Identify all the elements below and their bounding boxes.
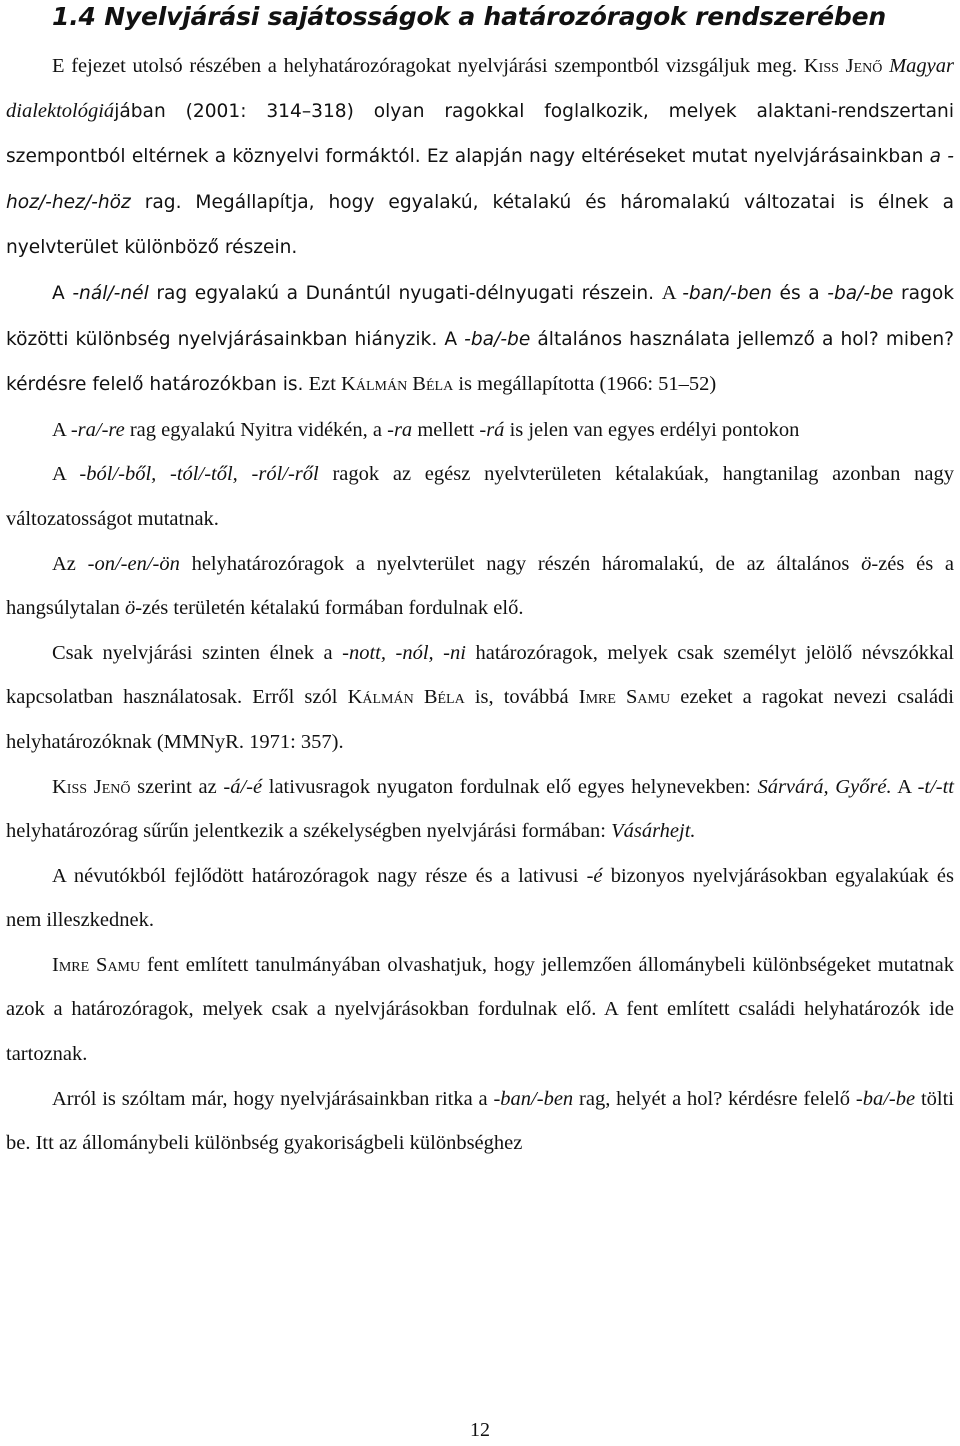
author-name: Kálmán Béla: [341, 373, 454, 396]
text-run: Csak nyelvjárási szinten élnek a: [52, 641, 343, 664]
suffix-form: -ból/-ből, -tól/-től, -ról/-ről: [79, 463, 319, 486]
text-run: ezeket a ragokat nevezi családi helyhatározóknak (MMNyR. 1971: 357).: [6, 686, 954, 753]
text-run: ragok közötti különbség nyelvjárásainkban hiányzik. A: [6, 282, 954, 350]
suffix-form: a -hoz/-hez/-höz: [6, 146, 954, 213]
text-run: helyhatározóragok a nyelvterület nagy részén háromalakú, de az általános: [179, 552, 862, 575]
page-number: 12: [470, 1419, 490, 1441]
text-run: Ezt: [303, 373, 342, 396]
text-run: lativusragok nyugaton fordulnak elő egyes helynevekben:: [262, 775, 758, 798]
suffix-form: ö: [861, 552, 872, 575]
text-run: határozóragok, melyek csak személyt jelölő névszókkal kapcsolatban használatosak. Erről szól: [6, 641, 955, 709]
paragraph-4: [6, 452, 954, 541]
paragraph-2: [6, 271, 954, 408]
text-run: mellett: [412, 418, 480, 441]
paragraph-3: [6, 408, 954, 453]
text-run: A: [661, 281, 683, 304]
document-body: [6, 44, 954, 1166]
text-run: Arról is szóltam már, hogy nyelvjárásainkban ritka a: [52, 1087, 494, 1110]
section-heading: 1.4 Nyelvjárási sajátosságok a határozóragok rendszerében: [52, 2, 886, 31]
text-run: fent említett tanulmányában olvashatjuk, hogy jellemzően állománybeli különbségeket mutatnak azok a határozóragok, melyek csak a nyelvjárásokban fordulnak elő. A fent említett családi helyhatározók ide tartoznak.: [6, 953, 954, 1066]
text-run: -zés és a hangsúlytalan: [6, 552, 954, 620]
text-run: A névutókból fejlődött határozóragok nagy része és a lativusi: [52, 864, 587, 887]
text-run: A: [52, 418, 71, 441]
suffix-form: -nott, -nól, -ni: [342, 641, 466, 664]
suffix-form: -t/-tt: [917, 775, 954, 798]
text-run: jában (2001: 314–318) olyan ragokkal foglalkozik, melyek alaktani-rendszertani szempontból eltérnek a köznyelvi formáktól. Ez alapján nagy eltéréseket mutat nyelvjárásainkban: [6, 100, 954, 168]
text-run: is jelen van egyes erdélyi pontokon: [504, 418, 800, 441]
paragraph-10: [6, 1077, 954, 1166]
text-run: is, továbbá: [464, 686, 579, 709]
suffix-form: -ba/-be: [464, 328, 531, 350]
text-run: ragok az egész nyelvterületen kétalakúak, hangtanilag azonban nagy változatosságot mutatnak.: [6, 463, 954, 530]
suffix-form: ö: [125, 597, 136, 620]
text-run: Az: [52, 552, 88, 575]
paragraph-1: [6, 44, 954, 271]
paragraph-7: [6, 765, 954, 854]
text-run: rag egyalakú a Dunántúl nyugati-délnyugati részein.: [148, 282, 662, 304]
place-name-example: Vásárhejt.: [611, 820, 696, 843]
text-run: rag egyalakú Nyitra vidékén, a: [124, 418, 388, 441]
text-run: is megállapította (1966: 51–52): [453, 373, 717, 396]
suffix-form: -á/-é: [223, 775, 263, 798]
text-run: tölti be. Itt az állománybeli különbség gyakoriságbeli különbséghez: [6, 1087, 954, 1155]
text-run: bizonyos nyelvjárásokban egyalakúak és nem illeszkednek.: [6, 864, 954, 932]
text-run: A: [52, 463, 80, 486]
work-title: Magyar dialektológiá: [6, 55, 954, 122]
suffix-form: -ban/-ben: [493, 1087, 574, 1110]
suffix-form: -ba/-be: [855, 1087, 916, 1110]
text-run: E fejezet utolsó részében a helyhatározóragokat nyelvjárási szempontból vizsgáljuk meg.: [52, 55, 804, 77]
author-name: Imre Samu: [578, 686, 671, 709]
text-run: szerint az: [130, 775, 224, 798]
paragraph-6: [6, 631, 954, 765]
author-name: Kálmán Béla: [347, 686, 465, 709]
text-run: -zés területén kétalakú formában fordulnak elő.: [135, 597, 524, 620]
place-name-example: Sárvárá, Győré.: [757, 775, 892, 798]
text-run: helyhatározórag sűrűn jelentkezik a székelységben nyelvjárási formában:: [6, 820, 612, 843]
author-name: Kiss Jenő: [803, 55, 883, 77]
paragraph-5: [6, 542, 954, 631]
suffix-form: -ra/-re: [70, 418, 125, 441]
text-run: rag. Megállapítja, hogy egyalakú, kétalakú és háromalakú változatai is élnek a nyelvterület különböző részein.: [6, 191, 954, 259]
paragraph-8: [6, 854, 954, 943]
suffix-form: -é: [586, 864, 603, 887]
text-run: és a: [771, 282, 828, 304]
author-name: Kiss Jenő: [52, 775, 131, 798]
text-run: általános használata jellemző a hol? miben? kérdésre felelő határozókban is.: [6, 328, 954, 396]
suffix-form: -rá: [479, 418, 505, 441]
suffix-form: -on/-en/-ön: [87, 552, 180, 575]
author-name: Imre Samu: [52, 953, 141, 976]
suffix-form: -nál/-nél: [72, 282, 149, 304]
text-run: rag, helyét a hol? kérdésre felelő: [573, 1087, 856, 1110]
paragraph-9: [6, 943, 954, 1077]
text-run: A: [52, 282, 73, 304]
suffix-form: -ban/-ben: [682, 282, 772, 304]
suffix-form: -ra: [387, 418, 413, 441]
text-run: A: [891, 775, 918, 798]
suffix-form: -ba/-be: [827, 282, 894, 304]
